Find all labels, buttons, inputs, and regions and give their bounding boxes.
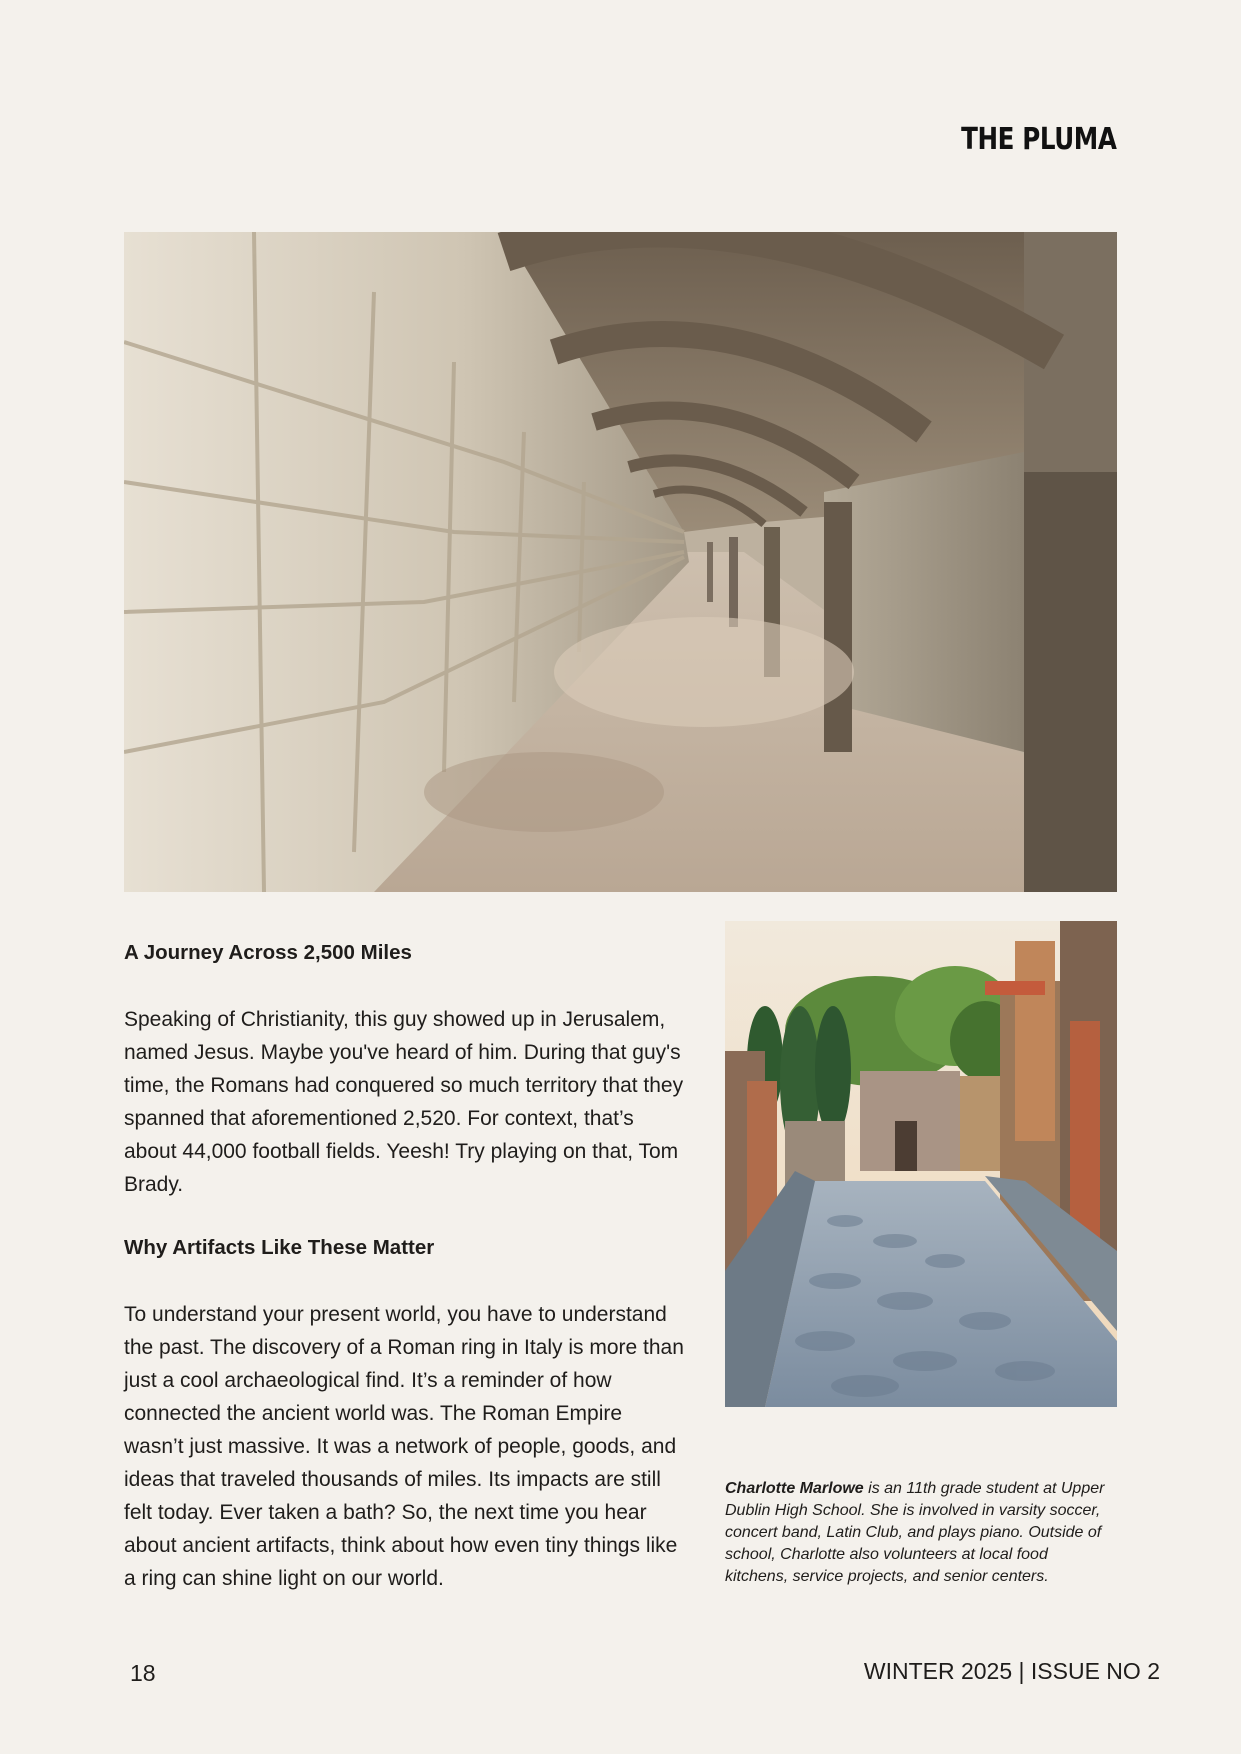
heading-text: A Journey Across 2,500 Miles [124,941,412,964]
page-number: 18 [130,1660,156,1686]
body-text: To understand your present world, you have to understand the past. The discovery of a Roman ring in Italy is more than just a cool archaeological find. It’s a reminder of how connected the ancient world was. The Roman Empire wasn’t just massive. It was a network of people, goods, and ideas that traveled thousands of miles. Its impacts are still felt today. Ever taken a bath? So, the next time you hear about ancient artifacts, think about how even tiny things like a ring can shine light on our world. [124,1303,684,1590]
roman-street-photo-icon [725,921,1117,1407]
heading-text: Why Artifacts Like These Matter [124,1236,435,1259]
issue-label: WINTER 2025 | ISSUE NO 2 [863,1658,1160,1684]
section-heading-journey [124,941,684,965]
body-text: Speaking of Christianity, this guy showed up in Jerusalem, named Jesus. Maybe you've heard of him. During that guy's time, the Romans had conquered so much territory that they spanned that aforementioned 2,520. For context, that’s about 44,000 football fields. Yeesh! Try playing on that, Tom Brady. [124,1008,684,1196]
author-bio [725,1478,1110,1588]
masthead-title: THE PLUMA [960,122,1116,157]
author-name: Charlotte Marlowe [725,1480,864,1497]
section-heading-artifacts [124,1236,684,1260]
section-body-journey [124,1003,684,1201]
hero-image [124,232,1117,892]
section-body-artifacts [124,1298,684,1595]
author-bio-text: is an 11th grade student at Upper Dublin High School. She is involved in varsity soccer, concert band, Latin Club, and plays piano. Outside of school, Charlotte also volunteers at local food kitchens, service projects, and senior centers. [725,1480,1105,1585]
stone-arcade-photo-icon [124,232,1117,892]
street-image [725,921,1117,1407]
